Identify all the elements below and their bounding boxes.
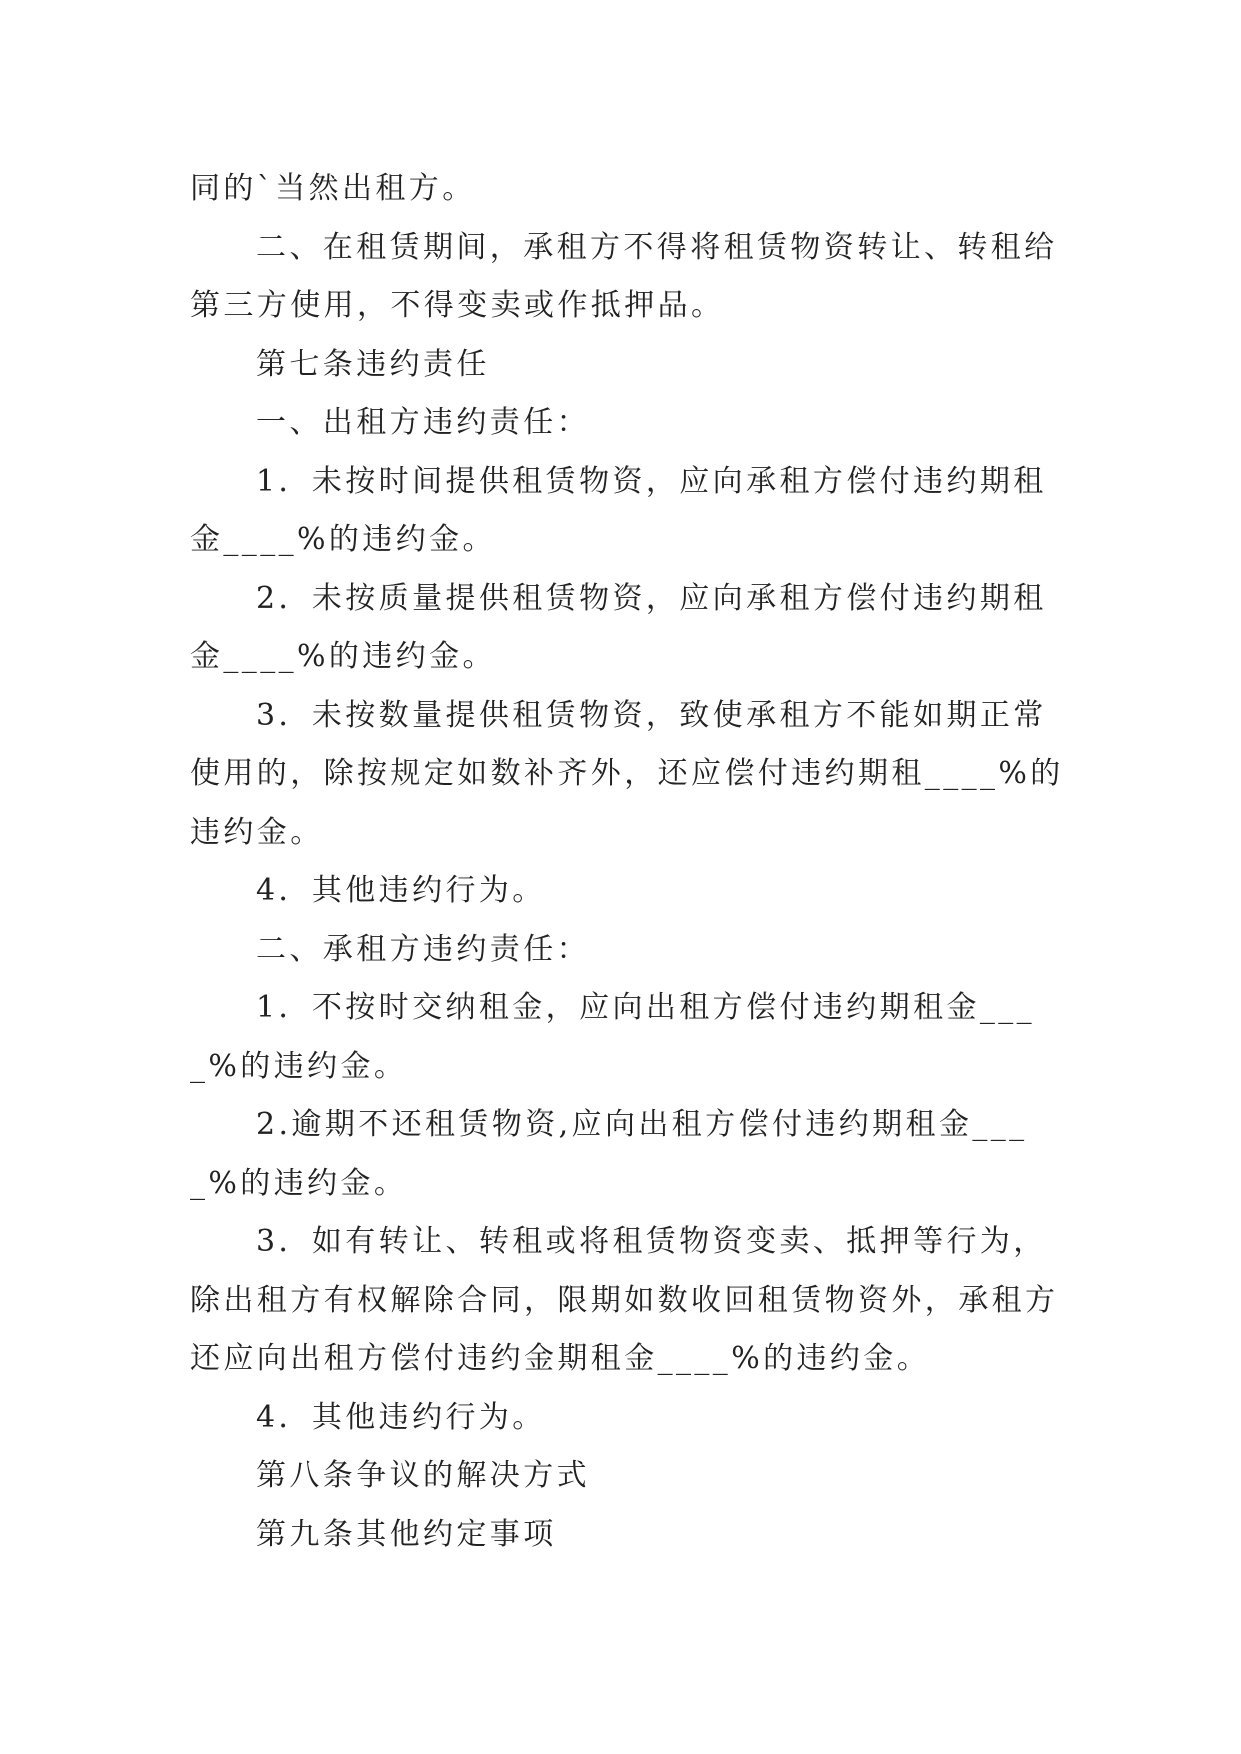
section-heading-article-9: 第九条其他约定事项 xyxy=(256,1516,557,1552)
list-item-lessor-2: 2．未按质量提供租赁物资，应向承租方偿付违约期租金____%的违约金。 xyxy=(190,580,1047,674)
paragraph-continuation: 同的`当然出租方。 xyxy=(190,171,476,206)
list-item-lessee-4: 4．其他违约行为。 xyxy=(256,1399,546,1435)
list-item-lessor-1: 1．未按时间提供租赁物资，应向承租方偿付违约期租金____%的违约金。 xyxy=(190,463,1047,557)
list-item-lessee-2: 2.逾期不还租赁物资,应向出租方偿付违约期租金____%的违约金。 xyxy=(190,1107,1028,1201)
list-item-lessor-3: 3．未按数量提供租赁物资，致使承租方不能如期正常使用的，除按规定如数补齐外，还应偿付违约期租____%的违约金。 xyxy=(190,697,1064,850)
paragraph-lease-restriction: 二、在租赁期间，承租方不得将租赁物资转让、转租给第三方使用，不得变卖或作抵押品。 xyxy=(190,229,1058,323)
list-item-lessee-3: 3．如有转让、转租或将租赁物资变卖、抵押等行为，除出租方有权解除合同，限期如数收回租赁物资外，承租方还应向出租方偿付违约金期租金____%的违约金。 xyxy=(190,1224,1059,1376)
subheading-lessee-liability: 二、承租方违约责任： xyxy=(256,931,590,967)
list-item-lessor-4: 4．其他违约行为。 xyxy=(256,873,546,908)
section-heading-article-8: 第八条争议的解决方式 xyxy=(256,1458,590,1493)
document-body xyxy=(190,160,1070,1564)
list-item-lessee-1: 1．不按时交纳租金，应向出租方偿付违约期租金____%的违约金。 xyxy=(190,990,1036,1084)
subheading-lessor-liability: 一、出租方违约责任： xyxy=(256,405,590,440)
section-heading-article-7: 第七条违约责任 xyxy=(256,346,490,382)
